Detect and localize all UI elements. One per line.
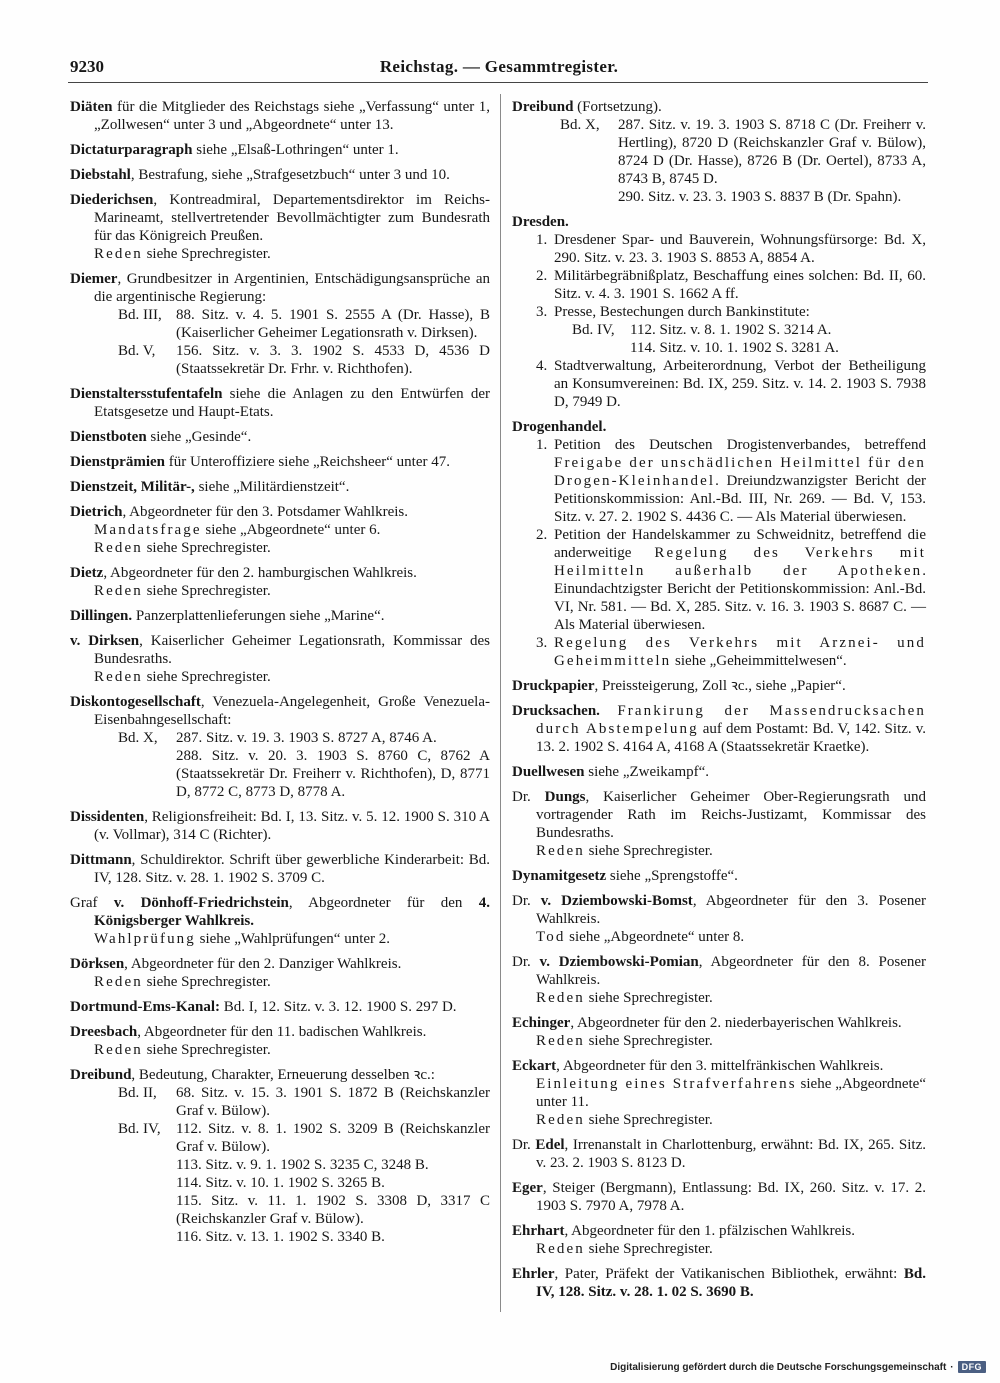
reference-text: 290. Sitz. v. 23. 3. 1903 S. 8837 B (Dr. Spahn). <box>618 189 902 205</box>
item-text <box>554 634 926 670</box>
entry-lead <box>70 385 490 421</box>
index-entry <box>512 677 926 695</box>
entry-lead <box>70 478 490 496</box>
spaced-emphasis: Wahlprüfung <box>94 931 196 947</box>
entry-lead <box>512 892 926 928</box>
index-entry <box>512 867 926 885</box>
entry-lead <box>70 270 490 306</box>
text-run: , Abgeordneter für den 3. mittelfränkischen Wahlkreis. <box>556 1058 884 1074</box>
spaced-emphasis: Reden <box>536 843 585 859</box>
entry-heading: Drogenhandel. <box>512 419 607 435</box>
text-run: siehe Sprechregister. <box>142 540 271 556</box>
bold-text: 4. Königsberger Wahlkreis. <box>94 895 490 929</box>
index-entry <box>512 1222 926 1258</box>
volume-label <box>118 1156 176 1174</box>
text-run: , Kaiserlicher Geheimer Legationsrath, Kommissar des Bundesraths. <box>94 633 490 667</box>
right-column <box>512 98 926 1308</box>
entry-lead <box>70 564 490 582</box>
entry-lead <box>70 632 490 668</box>
volume-label <box>572 339 630 357</box>
index-entry <box>512 763 926 781</box>
entry-heading: Dungs <box>544 789 586 805</box>
numbered-item <box>512 357 926 411</box>
reference-text: 88. Sitz. v. 4. 5. 1901 S. 2555 A (Dr. Hasse), B (Kaiserlicher Geheimer Legationsrath v. Dirksen). <box>176 307 490 341</box>
volume-label: Bd. III, <box>118 307 162 323</box>
text-run: siehe die Anlagen zu den Entwürfen der Etatsgesetze und Haupt-Etats. <box>94 386 490 420</box>
text-run: Militärbegräbnißplatz, Beschaffung eines solchen: Bd. II, 60. Sitz. v. 4. 3. 1901 S. 1662 A ff. <box>554 268 926 302</box>
entry-lead <box>70 894 490 930</box>
spaced-emphasis: Frankirung der Massendrucksachen durch Abstempelung <box>536 703 926 737</box>
entry-lead <box>512 213 926 231</box>
entry-heading: Dillingen. <box>70 608 133 624</box>
index-entry <box>70 1023 490 1059</box>
reference-line <box>70 729 490 747</box>
entry-lead <box>512 677 926 695</box>
entry-heading: v. Dirksen <box>70 633 140 649</box>
spaced-emphasis: Einleitung eines Strafverfahrens <box>536 1076 797 1092</box>
text-run: Presse, Bestechungen durch Bankinstitute: <box>554 304 810 320</box>
item-paragraph <box>554 634 926 670</box>
entry-heading: Druckpapier <box>512 678 595 694</box>
index-entry <box>512 1136 926 1172</box>
funding-credit: Digitalisierung gefördert durch die Deutsche Forschungsgemeinschaft <box>610 1361 947 1373</box>
header-rule <box>68 82 928 83</box>
entry-prefix: Graf <box>70 895 114 911</box>
volume-label: Bd. IV, <box>118 1121 161 1137</box>
entry-lead <box>70 503 490 521</box>
entry-lead <box>70 607 490 625</box>
entry-heading: Dittmann <box>70 852 132 868</box>
entry-heading: Eckart <box>512 1058 557 1074</box>
index-entry <box>512 1014 926 1050</box>
text-run: , Abgeordneter für den 8. Posener Wahlkreis. <box>536 954 927 988</box>
volume-label: Bd. V, <box>118 343 156 359</box>
text-run: siehe „Abgeordnete“ unter 6. <box>201 522 381 538</box>
entry-heading: Echinger <box>512 1015 571 1031</box>
spaced-emphasis: Regelung des Verkehrs mit Arznei- und Geheimmitteln <box>554 635 926 669</box>
reference-text: 287. Sitz. v. 19. 3. 1903 S. 8727 A, 8746 A. <box>176 730 437 746</box>
entry-heading: Dörksen <box>70 956 125 972</box>
entry-heading: Dortmund-Ems-Kanal: <box>70 999 221 1015</box>
item-paragraph <box>554 231 926 267</box>
running-title: Reichstag. — Gesammtregister. <box>379 57 619 76</box>
spaced-emphasis: Mandatsfrage <box>94 522 202 538</box>
entry-lead <box>70 453 490 471</box>
item-number: 4. <box>536 358 548 374</box>
reference-text: 68. Sitz. v. 15. 3. 1901 S. 1872 B (Reichskanzler Graf v. Bülow). <box>176 1085 490 1119</box>
text-run: , Grundbesitzer in Argentinien, Entschädigungsansprüche an die argentinische Regierung: <box>94 271 490 305</box>
entry-heading: Eger <box>512 1180 543 1196</box>
entry-note <box>512 1032 926 1050</box>
entry-heading: Drucksachen. <box>512 703 600 719</box>
entry-note <box>70 245 490 263</box>
reference-text: 288. Sitz. v. 20. 3. 1903 S. 8760 C, 8762 A (Staatssekretär Dr. Freiherr v. Richthofen), D, 8771 D, 8772 C, 8773 D, 8778 A. <box>176 748 490 800</box>
index-entry <box>512 892 926 946</box>
entry-lead <box>512 953 926 989</box>
entry-heading: Ehrhart <box>512 1223 565 1239</box>
index-entry <box>70 632 490 686</box>
reference-line <box>70 1192 490 1228</box>
index-entry <box>70 564 490 600</box>
entry-lead <box>70 808 490 844</box>
item-number: 1. <box>536 232 548 248</box>
index-entry <box>70 270 490 378</box>
item-number: 3. <box>536 304 548 320</box>
entry-heading: Diebstahl <box>70 167 131 183</box>
index-entry <box>70 478 490 496</box>
entry-prefix: Dr. <box>512 1137 536 1153</box>
text-run: siehe „Sprengstoffe“. <box>606 868 738 884</box>
entry-heading: Dreesbach <box>70 1024 138 1040</box>
index-entry <box>70 851 490 887</box>
text-run: . Einundachtzigster Bericht der Petitionskommission: Anl.-Bd. VI, Nr. 581. — Bd. X, 285. Sitz. v. 16. 3. 1903 S. 8687 C. — Als Material überwiesen. <box>554 563 926 633</box>
text-run: , Preissteigerung, Zoll ꝛc., siehe „Papier“. <box>594 678 846 694</box>
entry-heading: Dienstaltersstufentafeln <box>70 386 223 402</box>
index-entry <box>512 702 926 756</box>
entry-lead <box>70 141 490 159</box>
entry-lead <box>512 98 926 116</box>
item-paragraph <box>554 267 926 303</box>
entry-lead <box>512 1179 926 1215</box>
text-run: siehe Sprechregister. <box>142 669 271 685</box>
entry-heading: Dietz <box>70 565 104 581</box>
entry-note <box>512 842 926 860</box>
entry-heading: Dresden. <box>512 214 569 230</box>
reference-text: 156. Sitz. v. 3. 3. 1902 S. 4533 D, 4536 D (Staatssekretär Dr. Frhr. v. Richthofen). <box>176 343 490 377</box>
reference-line <box>512 188 926 206</box>
volume-label <box>560 188 618 206</box>
text-run: . Dreiundzwanzigster Bericht der Petitionskommission: Anl.-Bd. III, Nr. 269. — Bd. V, 153. Sitz. v. 27. 2. 1902 S. 4436 C. — Als Material überwiesen. <box>554 473 926 525</box>
text-run: , Bedeutung, Charakter, Erneuerung desselben ꝛc.: <box>131 1067 435 1083</box>
reference-text: 115. Sitz. v. 11. 1. 1902 S. 3308 D, 3317 C (Reichskanzler Graf v. Bülow). <box>176 1193 490 1227</box>
entry-heading: v. Dönhoff-Friedrichstein <box>113 895 289 911</box>
text-run: Petition der Handelskammer zu Schweidnitz, betreffend die anderweitige <box>554 527 926 561</box>
spaced-emphasis: Reden <box>536 1033 585 1049</box>
volume-label: Bd. II, <box>118 1085 157 1101</box>
reference-line <box>70 747 490 801</box>
spaced-emphasis: Reden <box>94 246 143 262</box>
item-paragraph <box>554 436 926 526</box>
text-run: Stadtverwaltung, Arbeiterordnung, Verbot der Betheiligung an Konsumvereinen: Bd. IX, 259. Sitz. v. 14. 2. 1903 S. 7938 D, 7949 D. <box>554 358 926 410</box>
text-run: (Fortsetzung). <box>573 99 662 115</box>
text-run: siehe Sprechregister. <box>142 246 271 262</box>
text-run: siehe Sprechregister. <box>584 1241 713 1257</box>
entry-lead <box>512 1014 926 1032</box>
entry-lead <box>512 1265 926 1301</box>
text-run: siehe „Abgeordnete“ unter 8. <box>565 929 745 945</box>
text-run: siehe „Elsaß-Lothringen“ unter 1. <box>192 142 399 158</box>
text-run: , Irrenanstalt in Charlottenburg, erwähnt: Bd. IX, 265. Sitz. v. 23. 2. 1903 S. 8123 D. <box>536 1137 927 1171</box>
left-column <box>70 98 490 1253</box>
reference-line <box>70 1228 490 1246</box>
reference-line <box>554 339 926 357</box>
index-entry <box>512 1265 926 1301</box>
entry-lead <box>70 693 490 729</box>
text-run: , Religionsfreiheit: Bd. I, 13. Sitz. v. 5. 12. 1900 S. 310 A (v. Vollmar), 314 C (Richter). <box>94 809 490 843</box>
text-run: Dresdener Spar- und Bauverein, Wohnungsfürsorge: Bd. X, 290. Sitz. v. 23. 3. 1903 S. 8853 A, 8854 A. <box>554 232 926 266</box>
volume-label <box>118 1174 176 1192</box>
volume-label: Bd. IV, <box>572 322 615 338</box>
text-run: siehe „Geheimmittelwesen“. <box>671 653 847 669</box>
text-run: Bd. I, 12. Sitz. v. 3. 12. 1900 S. 297 D. <box>220 999 457 1015</box>
reference-text: 112. Sitz. v. 8. 1. 1902 S. 3214 A. <box>630 322 832 338</box>
text-run: auf dem Postamt: Bd. V, 142. Sitz. v. 13. 2. 1902 S. 4164 A, 4168 A (Staatssekretär Kraetke). <box>536 721 926 755</box>
numbered-item <box>512 267 926 303</box>
text-run: , Abgeordneter für den 11. badischen Wahlkreis. <box>137 1024 427 1040</box>
entry-heading: v. Dziembowski-Bomst <box>540 893 693 909</box>
entry-heading: Dietrich <box>70 504 123 520</box>
reference-text: 116. Sitz. v. 13. 1. 1902 S. 3340 B. <box>176 1229 385 1245</box>
entry-heading: Dictaturparagraph <box>70 142 193 158</box>
reference-text: 113. Sitz. v. 9. 1. 1902 S. 3235 C, 3248 B. <box>176 1157 429 1173</box>
entry-lead <box>70 955 490 973</box>
reference-line <box>70 1156 490 1174</box>
text-run: , Kontreadmiral, Departementsdirektor im Reichs-Marineamt, stellvertretender Bevollmächtigter zum Bundesrath für das Königreich Preußen. <box>94 192 490 244</box>
index-entry <box>512 213 926 411</box>
entry-lead <box>70 851 490 887</box>
entry-note <box>512 1075 926 1111</box>
entry-lead <box>512 702 926 756</box>
entry-lead <box>512 763 926 781</box>
reference-line <box>70 342 490 378</box>
volume-label <box>118 747 176 801</box>
entry-lead <box>512 1057 926 1075</box>
bold-text: Bd. IV, 128. Sitz. v. 28. 1. 02 S. 3690 B. <box>536 1266 926 1300</box>
entry-lead <box>512 788 926 842</box>
text-run: siehe Sprechregister. <box>142 583 271 599</box>
column-divider <box>500 94 501 1312</box>
numbered-item <box>512 526 926 634</box>
spaced-emphasis: Regelung des Verkehrs mit Heilmitteln außerhalb der Apotheken <box>554 545 926 579</box>
text-run: , Abgeordneter für den 3. Posener Wahlkreis. <box>536 893 926 927</box>
reference-text: 114. Sitz. v. 10. 1. 1902 S. 3265 B. <box>176 1175 385 1191</box>
entry-heading: Dienstzeit, Militär-, <box>70 479 195 495</box>
spaced-emphasis: Reden <box>94 540 143 556</box>
entry-lead <box>512 1222 926 1240</box>
entry-heading: Ehrler <box>512 1266 555 1282</box>
entry-lead <box>70 1066 490 1084</box>
entry-heading: Dienstboten <box>70 429 147 445</box>
item-text <box>554 436 926 526</box>
index-entry <box>512 1057 926 1129</box>
entry-heading: Dissidenten <box>70 809 145 825</box>
entry-heading: Diemer <box>70 271 118 287</box>
entry-lead <box>70 998 490 1016</box>
index-entry <box>70 693 490 801</box>
entry-heading: Dreibund <box>512 99 574 115</box>
entry-note <box>70 1041 490 1059</box>
text-run: Panzerplattenlieferungen siehe „Marine“. <box>132 608 385 624</box>
entry-heading: Diäten <box>70 99 113 115</box>
entry-heading: Diederichsen <box>70 192 154 208</box>
text-run: , Abgeordneter für den 3. Potsdamer Wahlkreis. <box>122 504 409 520</box>
text-run: , Abgeordneter für den 2. niederbayerischen Wahlkreis. <box>570 1015 902 1031</box>
reference-text: 114. Sitz. v. 10. 1. 1902 S. 3281 A. <box>630 340 839 356</box>
entry-heading: Diskontogesellschaft <box>70 694 201 710</box>
spaced-emphasis: Reden <box>536 1241 585 1257</box>
reference-line <box>554 321 926 339</box>
text-run: siehe „Wahlprüfungen“ unter 2. <box>195 931 391 947</box>
text-run: siehe „Gesinde“. <box>146 429 252 445</box>
numbered-item <box>512 303 926 357</box>
reference-text: 287. Sitz. v. 19. 3. 1903 S. 8718 C (Dr. Freiherr v. Hertling), 8720 D (Reichskanzler Graf v. Bülow), 8724 D (Dr. Hasse), 8726 B (Dr. Oertel), 8733 A, 8743 B, 8745 D. <box>618 117 926 187</box>
index-entry <box>70 141 490 159</box>
item-paragraph <box>554 526 926 634</box>
text-run: , Abgeordneter für den <box>288 895 479 911</box>
index-entry <box>512 788 926 860</box>
item-number: 2. <box>536 268 548 284</box>
entry-lead <box>70 166 490 184</box>
item-text <box>554 357 926 411</box>
entry-note <box>70 582 490 600</box>
index-entry <box>70 894 490 948</box>
text-run: siehe „Abgeordnete“ unter 11. <box>536 1076 927 1110</box>
entry-prefix: Dr. <box>512 954 540 970</box>
entry-prefix: Dr. <box>512 789 545 805</box>
entry-heading: Dienstprämien <box>70 454 165 470</box>
entry-lead <box>70 428 490 446</box>
entry-note <box>70 973 490 991</box>
spaced-emphasis: Reden <box>94 1042 143 1058</box>
entry-lead <box>70 98 490 134</box>
index-entry <box>70 166 490 184</box>
spaced-emphasis: Reden <box>94 583 143 599</box>
text-run: , Bestrafung, siehe „Strafgesetzbuch“ unter 3 und 10. <box>130 167 450 183</box>
entry-heading: Duellwesen <box>512 764 585 780</box>
index-entry <box>512 418 926 670</box>
reference-line <box>70 306 490 342</box>
index-entry <box>70 998 490 1016</box>
entry-note <box>70 668 490 686</box>
numbered-item <box>512 436 926 526</box>
entry-note <box>70 539 490 557</box>
reference-text: 112. Sitz. v. 8. 1. 1902 S. 3209 B (Reichskanzler Graf v. Bülow). <box>176 1121 490 1155</box>
text-run: Petition des Deutschen Drogistenverbandes, betreffend <box>554 437 926 453</box>
entry-prefix: Dr. <box>512 893 541 909</box>
item-text <box>554 303 926 357</box>
text-run: siehe „Zweikampf“. <box>584 764 710 780</box>
volume-label <box>118 1192 176 1228</box>
item-number: 1. <box>536 437 548 453</box>
item-text <box>554 231 926 267</box>
text-run: , Kaiserlicher Geheimer Ober-Regierungsrath und vortragender Rath im Reichs-Justizamt, Kommissar des Bundesraths. <box>536 789 927 841</box>
text-run: für Unteroffiziere siehe „Reichsheer“ unter 47. <box>165 454 451 470</box>
index-entry <box>70 503 490 557</box>
text-run: , Abgeordneter für den 2. hamburgischen Wahlkreis. <box>103 565 417 581</box>
entry-note <box>512 1240 926 1258</box>
numbered-item <box>512 634 926 670</box>
volume-label: Bd. X, <box>560 117 600 133</box>
spaced-emphasis: Reden <box>94 669 143 685</box>
volume-label: Bd. X, <box>118 730 158 746</box>
index-entry <box>70 955 490 991</box>
item-text <box>554 526 926 634</box>
entry-lead <box>70 1023 490 1041</box>
numbered-item <box>512 231 926 267</box>
entry-lead <box>512 867 926 885</box>
entry-note <box>512 1111 926 1129</box>
spaced-emphasis: Reden <box>536 990 585 1006</box>
entry-lead <box>512 418 926 436</box>
index-entry <box>70 808 490 844</box>
reference-line <box>70 1084 490 1120</box>
text-run: siehe Sprechregister. <box>584 843 713 859</box>
index-entry <box>512 98 926 206</box>
item-text <box>554 267 926 303</box>
page-header <box>70 57 928 79</box>
text-run: siehe Sprechregister. <box>584 1033 713 1049</box>
item-paragraph <box>554 303 926 321</box>
text-run: , Pater, Präfekt der Vatikanischen Bibliothek, erwähnt: <box>554 1266 904 1282</box>
reference-line <box>70 1120 490 1156</box>
index-entry <box>70 428 490 446</box>
index-entry <box>70 98 490 134</box>
text-run: siehe Sprechregister. <box>584 990 713 1006</box>
dfg-logo: DFG <box>958 1361 986 1373</box>
text-run: siehe Sprechregister. <box>142 1042 271 1058</box>
text-run: , Steiger (Bergmann), Entlassung: Bd. IX, 260. Sitz. v. 17. 2. 1903 S. 7970 A, 7978 A. <box>536 1180 926 1214</box>
entry-note <box>70 521 490 539</box>
text-run: siehe Sprechregister. <box>142 974 271 990</box>
text-run: , Schuldirektor. Schrift über gewerbliche Kinderarbeit: Bd. IV, 128. Sitz. v. 28. 1. 1902 S. 3709 C. <box>94 852 490 886</box>
entry-heading: Edel <box>535 1137 565 1153</box>
text-run: , Venezuela-Angelegenheit, Große Venezuela-Eisenbahngesellschaft: <box>94 694 490 728</box>
text-run: für die Mitglieder des Reichstags siehe „Verfassung“ unter 1, „Zollwesen“ unter 3 und „Abgeordnete“ unter 13. <box>94 99 490 133</box>
index-entry <box>512 953 926 1007</box>
entry-note <box>70 930 490 948</box>
text-run: , Abgeordneter für den 2. Danziger Wahlkreis. <box>124 956 402 972</box>
page-number: 9230 <box>70 57 104 76</box>
index-entry <box>70 1066 490 1246</box>
text-run: , Abgeordneter für den 1. pfälzischen Wahlkreis. <box>564 1223 856 1239</box>
entry-note <box>512 989 926 1007</box>
spaced-emphasis: Tod <box>536 929 566 945</box>
text-run: siehe Sprechregister. <box>584 1112 713 1128</box>
text-run <box>600 703 617 719</box>
entry-note <box>512 928 926 946</box>
item-number: 2. <box>536 527 548 543</box>
index-entry <box>70 453 490 471</box>
item-number: 3. <box>536 635 548 651</box>
index-entry <box>70 607 490 625</box>
entry-heading: Dynamitgesetz <box>512 868 607 884</box>
footer-separator: · <box>950 1361 954 1373</box>
spaced-emphasis: Reden <box>94 974 143 990</box>
spaced-emphasis: Freigabe der unschädlichen Heilmittel für den Drogen-Kleinhandel <box>554 455 926 489</box>
index-entry <box>70 191 490 263</box>
spaced-emphasis: Reden <box>536 1112 585 1128</box>
text-run: siehe „Militärdienstzeit“. <box>194 479 350 495</box>
footer <box>610 1361 986 1373</box>
reference-line <box>70 1174 490 1192</box>
reference-line <box>512 116 926 188</box>
index-entry <box>70 385 490 421</box>
entry-lead <box>512 1136 926 1172</box>
item-paragraph <box>554 357 926 411</box>
entry-heading: v. Dziembowski-Pomian <box>539 954 699 970</box>
entry-lead <box>70 191 490 245</box>
entry-heading: Dreibund <box>70 1067 132 1083</box>
volume-label <box>118 1228 176 1246</box>
index-entry <box>512 1179 926 1215</box>
